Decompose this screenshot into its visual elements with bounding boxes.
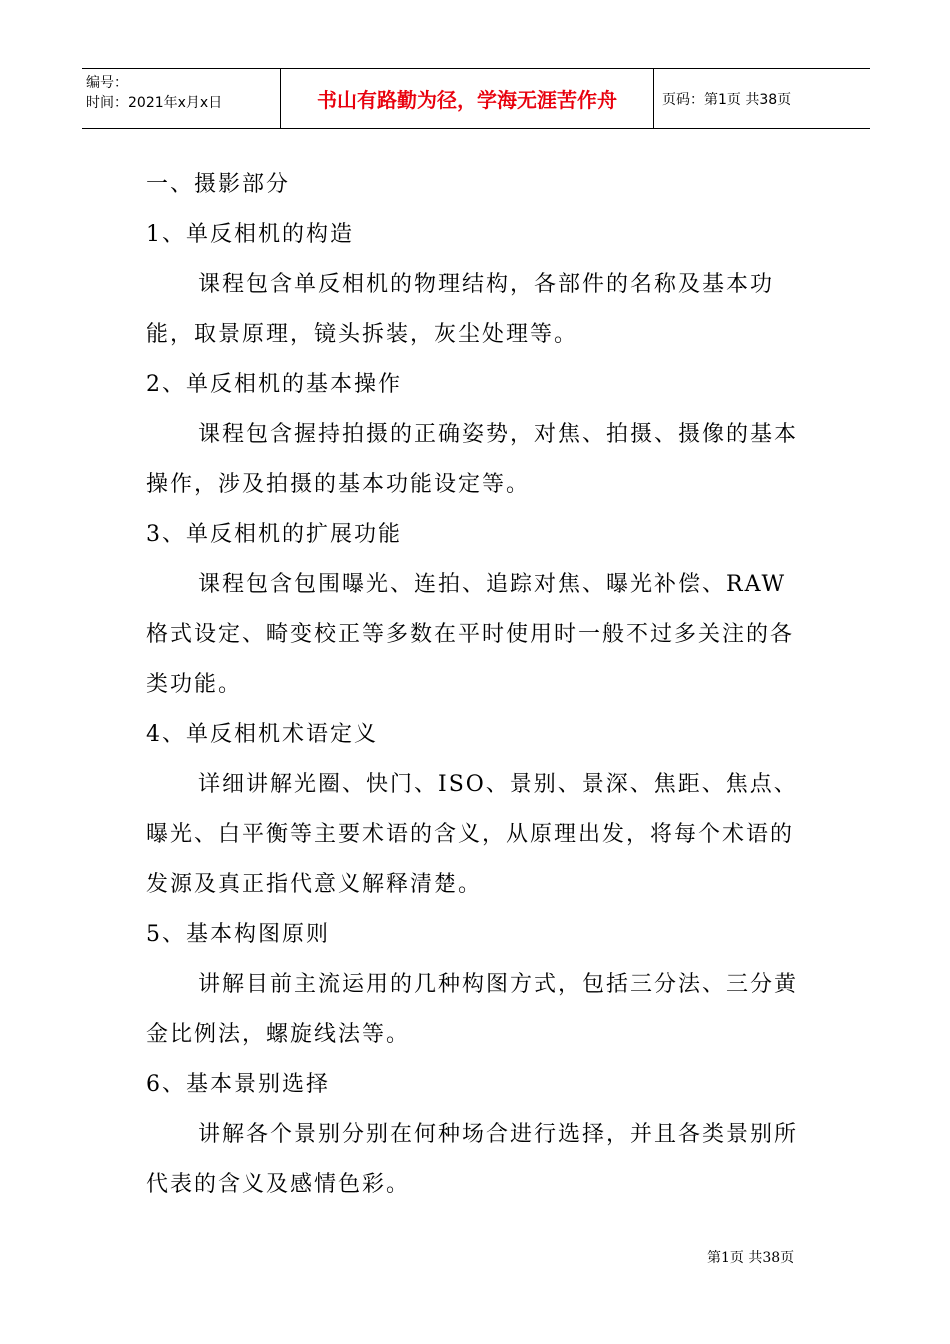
item-body: 课程包含包围曝光、连拍、追踪对焦、曝光补偿、RAW格式设定、畸变校正等多数在平时使用时一般不过多关注的各类功能。 [146, 572, 795, 697]
item-body: 讲解各个景别分别在何种场合进行选择，并且各类景别所代表的含义及感情色彩。 [146, 1122, 799, 1197]
header-motto: 书山有路勤为径，学海无涯苦作舟 [281, 69, 654, 128]
document-time: 时间：2021年x月x日 [86, 95, 223, 111]
page-header [82, 68, 870, 129]
header-meta [82, 69, 281, 128]
header-page-info: 页码：第1页 共38页 [662, 91, 792, 108]
section-title: 一、摄影部分 [146, 172, 291, 197]
item-heading: 4、单反相机术语定义 [146, 722, 378, 747]
document-body [146, 160, 810, 1210]
item-body: 课程包含握持拍摄的正确姿势，对焦、拍摄、摄像的基本操作，涉及拍摄的基本功能设定等。 [146, 422, 799, 497]
item-body: 讲解目前主流运用的几种构图方式，包括三分法、三分黄金比例法，螺旋线法等。 [146, 972, 799, 1047]
item-heading: 1、单反相机的构造 [146, 222, 354, 247]
item-body: 课程包含单反相机的物理结构，各部件的名称及基本功能，取景原理，镜头拆装，灰尘处理等。 [146, 272, 775, 347]
item-heading: 5、基本构图原则 [146, 922, 330, 947]
item-body: 详细讲解光圈、快门、ISO、景别、景深、焦距、焦点、曝光、白平衡等主要术语的含义，从原理出发，将每个术语的发源及真正指代意义解释清楚。 [146, 772, 798, 897]
document-number-label: 编号： [86, 75, 128, 91]
page-footer: 第1页 共38页 [707, 1250, 795, 1266]
item-heading: 3、单反相机的扩展功能 [146, 522, 402, 547]
item-heading: 2、单反相机的基本操作 [146, 372, 402, 397]
item-heading: 6、基本景别选择 [146, 1072, 330, 1097]
